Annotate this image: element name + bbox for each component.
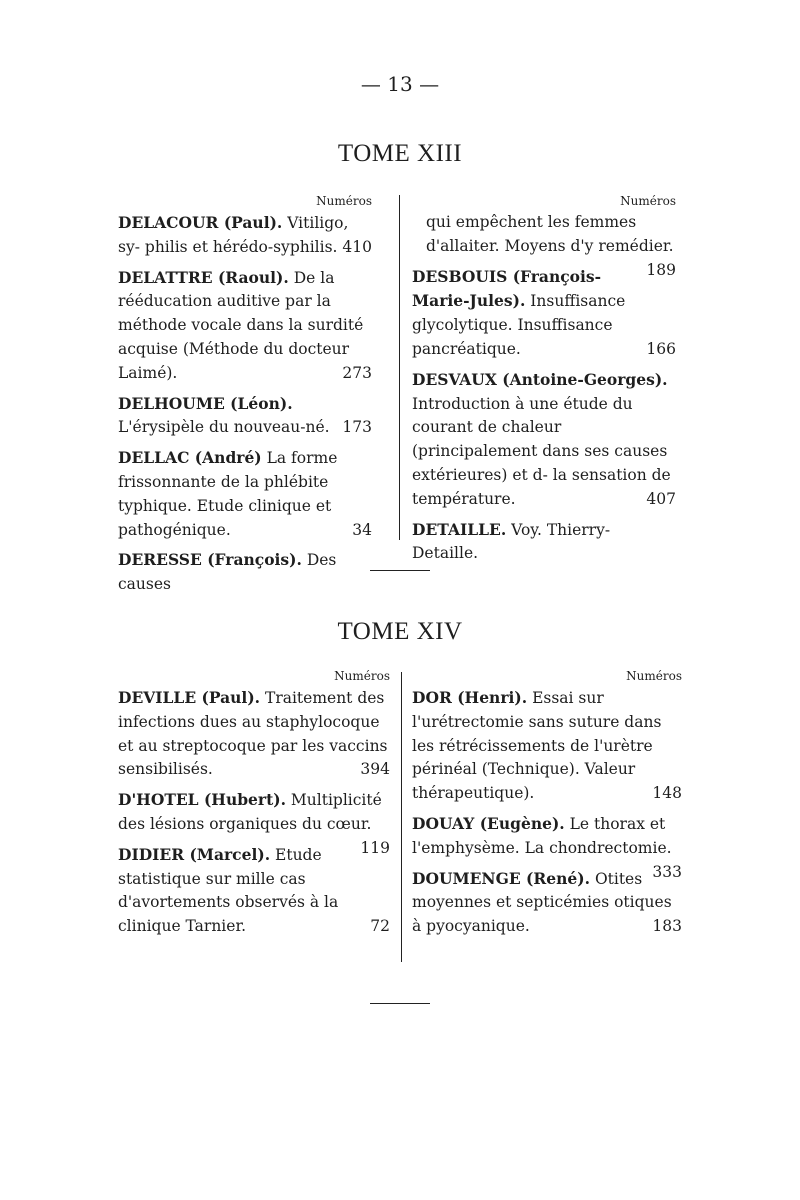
entry-author: DIDIER (Marcel). <box>118 844 271 864</box>
column-left-tome-xiii <box>118 193 372 603</box>
index-entry <box>118 266 372 386</box>
page-number: — 13 — <box>360 72 440 96</box>
entry-description: Des causes <box>118 551 337 594</box>
entry-author: DELACOUR (Paul). <box>118 213 283 232</box>
entry-author: DERESSE (François). <box>118 550 302 570</box>
entry-description: Voy. Thierry-Detaille. <box>412 520 611 563</box>
entry-number: 410 <box>342 237 372 256</box>
section-rule <box>370 570 430 571</box>
column-divider <box>401 672 402 962</box>
column-left-tome-xiv <box>118 668 390 945</box>
entry-description: Vitiligo, sy- <box>118 214 349 256</box>
column-header: Numéros <box>626 669 682 683</box>
index-entry <box>412 368 676 512</box>
section-title-tome-xiii: TOME XIII <box>337 140 463 167</box>
index-entry <box>118 548 372 597</box>
entry-description: Introduction à une étude du courant de chaleur (principalement dans ses causes extérieures) et d- la sensation de température. <box>412 394 671 508</box>
entry-author: DEVILLE (Paul). <box>118 688 261 707</box>
entry-description: Le thorax et l'emphysème. La chondrectomie. <box>412 814 672 857</box>
entry-description: qui empêchent les femmes d'allaiter. Moyens d'y remédier. <box>426 213 674 255</box>
index-entry <box>118 446 372 542</box>
entry-author: DOR (Henri). <box>412 688 528 707</box>
entry-author: D'HOTEL (Hubert). <box>118 790 286 810</box>
entry-author: DOUMENGE (René). <box>412 868 590 888</box>
entry-number: 119 <box>360 838 390 857</box>
entry-number: 407 <box>646 489 676 508</box>
entry-number: 273 <box>342 363 372 382</box>
entry-description: philis et hérédo-syphilis. <box>144 237 338 256</box>
index-entry <box>118 392 372 441</box>
section-rule <box>370 1003 430 1004</box>
entry-number: 394 <box>360 760 390 779</box>
entry-author: DELHOUME (Léon). <box>118 393 293 413</box>
entry-author: DETAILLE. <box>412 519 507 539</box>
entry-description: Etude statistique sur mille cas d'avortements observés à la clinique Tarnier. <box>118 845 339 936</box>
entry-description: Multiplicité des lésions organiques du cœur. <box>118 791 382 833</box>
column-right-tome-xiii <box>412 193 676 572</box>
section-title-tome-xiv: TOME XIV <box>337 618 463 645</box>
entry-number: 173 <box>342 418 372 437</box>
entry-number: 34 <box>352 520 372 539</box>
index-entry <box>412 518 676 567</box>
index-entry <box>118 211 372 260</box>
index-entry <box>118 686 390 782</box>
column-header: Numéros <box>316 194 372 208</box>
index-entry <box>412 265 676 362</box>
index-entry <box>412 686 682 806</box>
entry-author: DELATTRE (Raoul). <box>118 267 289 287</box>
entry-number: 148 <box>652 784 682 803</box>
entry-description: L'érysipèle du nouveau-né. <box>118 418 330 437</box>
entry-number: 183 <box>652 917 682 936</box>
entry-number: 166 <box>646 339 676 358</box>
column-divider <box>399 195 400 540</box>
entry-author: DOUAY (Eugène). <box>412 813 565 833</box>
entry-author: DESBOUIS (François-Marie-Jules). <box>412 266 602 311</box>
entry-author: DESVAUX (Antoine-Georges). <box>412 369 668 389</box>
entry-number: 189 <box>646 260 676 279</box>
column-header: Numéros <box>620 194 676 208</box>
entry-author: DELLAC (André) <box>118 448 262 468</box>
entry-number: 72 <box>370 917 390 936</box>
index-entry <box>412 211 676 279</box>
entry-description: De la rééducation auditive par la méthode vocale dans la surdité acquise (Méthode du docteur Laimé). <box>118 268 364 382</box>
column-header: Numéros <box>334 669 390 683</box>
entry-number: 333 <box>652 862 682 881</box>
index-entry <box>412 867 682 939</box>
index-entry <box>118 843 390 939</box>
entry-description: La forme frissonnante de la phlébite typhique. Etude clinique et pathogénique. <box>118 449 338 539</box>
entry-description: Essai sur l'urétrectomie sans suture dans les rétrécissements de l'urètre périnéal (Technique). Valeur thérapeutique). <box>412 689 662 803</box>
entry-description: Insuffisance glycolytique. Insuffisance pancréatique. <box>412 292 626 358</box>
entry-description: Otites moyennes et septicémies otiques à pyocyanique. <box>412 869 672 936</box>
entry-description: Traitement des infections dues au staphylocoque et au streptocoque par les vaccins sensibilisés. <box>118 689 388 779</box>
column-right-tome-xiv <box>412 668 682 945</box>
